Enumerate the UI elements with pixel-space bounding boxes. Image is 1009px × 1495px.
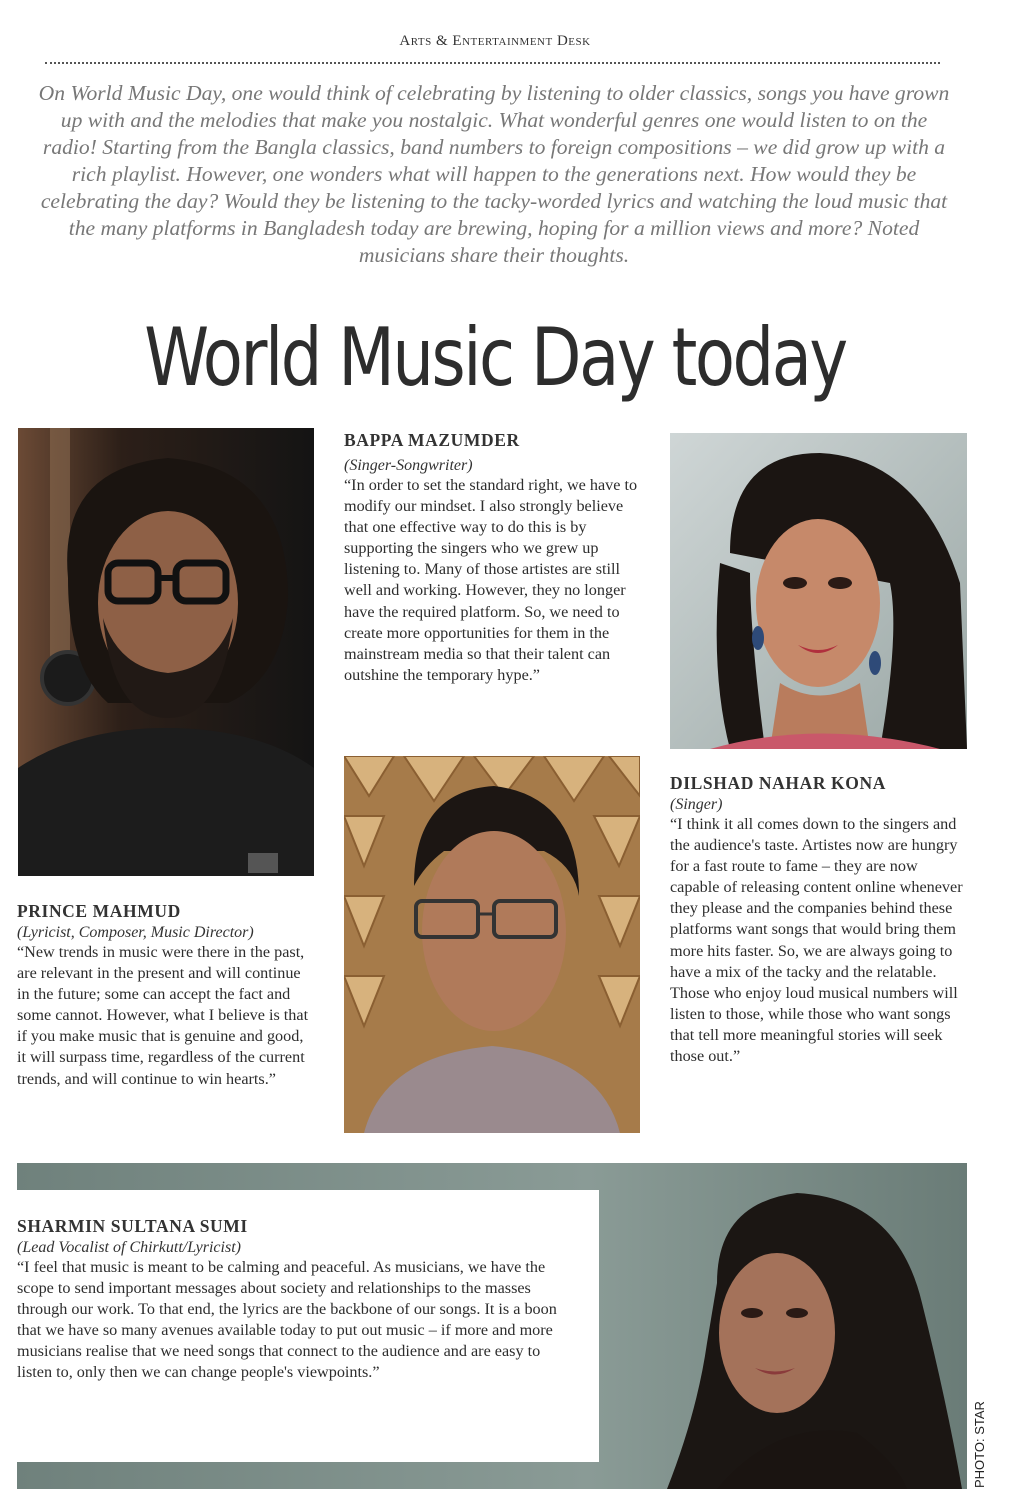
section-desk-label: Arts & Entertainment Desk bbox=[399, 33, 591, 49]
kona-role: (Singer) bbox=[670, 796, 723, 813]
prince-name: PRINCE MAHMUD bbox=[17, 901, 181, 921]
intro-paragraph: On World Music Day, one would think of celebrating by listening to older classics, songs you have grown up with and the melodies that make you nostalgic. What wonderful genres one would listen to on the radio! Starting from the Bangla classics, band numbers to foreign compositions – we did grow up with a rich playlist. However, one wonders what will happen to the generations next. How would they be celebrating the day? Would they be listening to the tacky-worded lyrics and watching the loud music that the many platforms in Bangladesh today are brewing, hoping for a million views and more? Noted musicians share their thoughts. bbox=[38, 81, 950, 267]
sharmin-sultana-sumi-block bbox=[17, 1216, 577, 1384]
sumi-role: (Lead Vocalist of Chirkutt/Lyricist) bbox=[17, 1239, 241, 1256]
kona-name: DILSHAD NAHAR KONA bbox=[670, 773, 886, 793]
dotted-divider bbox=[45, 62, 940, 64]
prince-mahmud-block bbox=[17, 901, 317, 1090]
photo-credit: PHOTO: STAR bbox=[972, 1401, 987, 1488]
bappa-quote: “In order to set the standard right, we have to modify our mindset. I also strongly believe that one effective way to do this is by supporting the singers who we grew up listening to. Many of those artistes are still well and working. However, they no longer have the required platform. So, we need to create more opportunities for them in the mainstream media so that their talent can outshine the temporary hype.” bbox=[344, 476, 638, 684]
dilshad-nahar-kona-block bbox=[670, 773, 968, 1067]
prince-role: (Lyricist, Composer, Music Director) bbox=[17, 924, 254, 941]
headline: World Music Day today bbox=[144, 311, 846, 404]
prince-mahmud-photo bbox=[18, 428, 314, 876]
kona-quote: “I think it all comes down to the singers and the audience's taste. Artistes now are hungry for a fast route to fame – they are now capable of releasing content online whenever they please and the companies behind these platforms want songs that would bring them more hits faster. So, we are always going to have a mix of the tacky and the relatable. Those who enjoy loud musical numbers will listen to those, while those who want songs that tell more meaningful stories will seek those out.” bbox=[670, 815, 963, 1066]
bappa-role: (Singer-Songwriter) bbox=[344, 457, 473, 474]
dilshad-nahar-kona-photo bbox=[670, 433, 967, 749]
bappa-name: BAPPA MAZUMDER bbox=[344, 430, 520, 450]
bappa-mazumder-block bbox=[344, 430, 644, 686]
sumi-quote: “I feel that music is meant to be calming and peaceful. As musicians, we have the scope to send important messages about society and relationships to the masses through our work. To that end, the lyrics are the backbone of our songs. It is a boon that we have so many avenues available today to put out music – if more and more musicians realise that we need songs that connect to the audience and are easy to listen to, only then we can change people's viewpoints.” bbox=[17, 1258, 557, 1382]
sumi-name: SHARMIN SULTANA SUMI bbox=[17, 1216, 248, 1236]
prince-quote: “New trends in music were there in the past, are relevant in the present and will continue in the future; some can accept the fact and some cannot. However, what I believe is that if you make music that is genuine and good, it will surpass time, regardless of the current trends, and will continue to win hearts.” bbox=[17, 943, 309, 1088]
bappa-mazumder-photo bbox=[344, 756, 640, 1133]
